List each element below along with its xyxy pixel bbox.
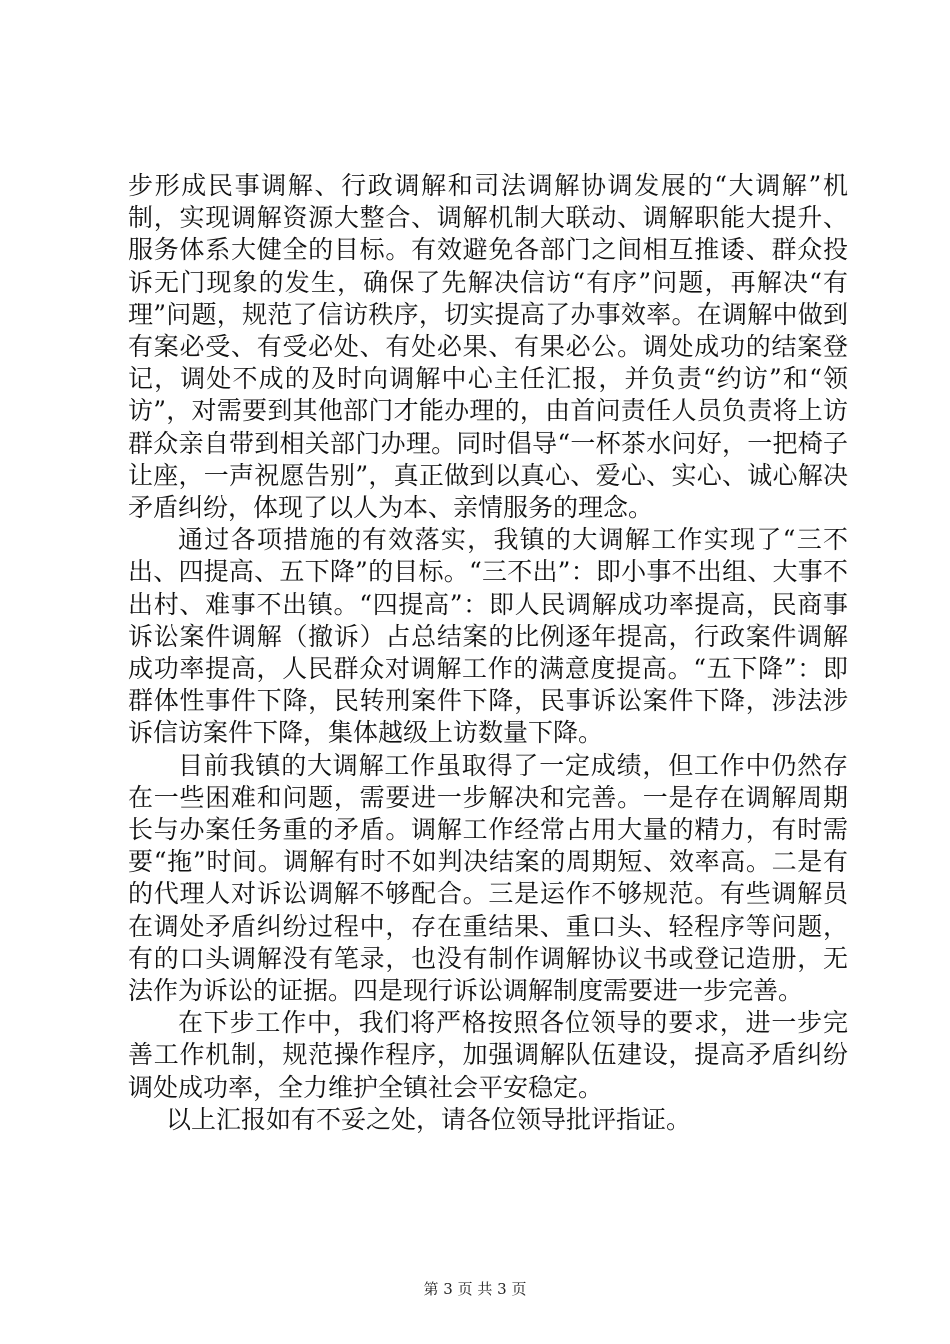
paragraph-1: 步形成民事调解、行政调解和司法调解协调发展的“大调解”机制，实现调解资源大整合、调解机制大联动、调解职能大提升、服务体系大健全的目标。有效避免各部门之间相互推诿、群众投诉无门现象的发生，确保了先解决信访“有序”问题，再解决“有理”问题，规范了信访秩序，切实提高了办事效率。在调解中做到有案必受、有受必处、有处必果、有果必公。调处成功的结案登记，调处不成的及时向调解中心主任汇报，并负责“约访”和“领访”，对需要到其他部门才能办理的，由首问责任人员负责将上访群众亲自带到相关部门办理。同时倡导“一杯茶水问好，一把椅子让座，一声祝愿告别”，真正做到以真心、爱心、实心、诚心解决矛盾纠纷，体现了以人为本、亲情服务的理念。 [128, 171, 848, 523]
paragraph-5: 以上汇报如有不妥之处，请各位领导批评指证。 [166, 1104, 692, 1134]
page-footer: 第 3 页 共 3 页 [423, 1280, 527, 1298]
document-body [128, 170, 848, 1136]
paragraph-3: 目前我镇的大调解工作虽取得了一定成绩，但工作中仍然存在一些困难和问题，需要进一步解决和完善。一是存在调解周期长与办案任务重的矛盾。调解工作经常占用大量的精力，有时需要“拖”时间。调解有时不如判决结案的周期短、效率高。二是有的代理人对诉讼调解不够配合。三是运作不够规范。有些调解员在调处矛盾纠纷过程中，存在重结果、重口头、轻程序等问题，有的口头调解没有笔录，也没有制作调解协议书或登记造册，无法作为诉讼的证据。四是现行诉讼调解制度需要进一步完善。 [128, 750, 848, 1006]
paragraph-2: 通过各项措施的有效落实，我镇的大调解工作实现了“三不出、四提高、五下降”的目标。“三不出”：即小事不出组、大事不出村、难事不出镇。“四提高”：即人民调解成功率提高，民商事诉讼案件调解（撤诉）占总结案的比例逐年提高，行政案件调解成功率提高，人民群众对调解工作的满意度提高。“五下降”：即群体性事件下降，民转刑案件下降，民事诉讼案件下降，涉法涉诉信访案件下降，集体越级上访数量下降。 [128, 525, 848, 748]
paragraph-4: 在下步工作中，我们将严格按照各位领导的要求，进一步完善工作机制，规范操作程序，加强调解队伍建设，提高矛盾纠纷调处成功率，全力维护全镇社会平安稳定。 [128, 1008, 848, 1102]
